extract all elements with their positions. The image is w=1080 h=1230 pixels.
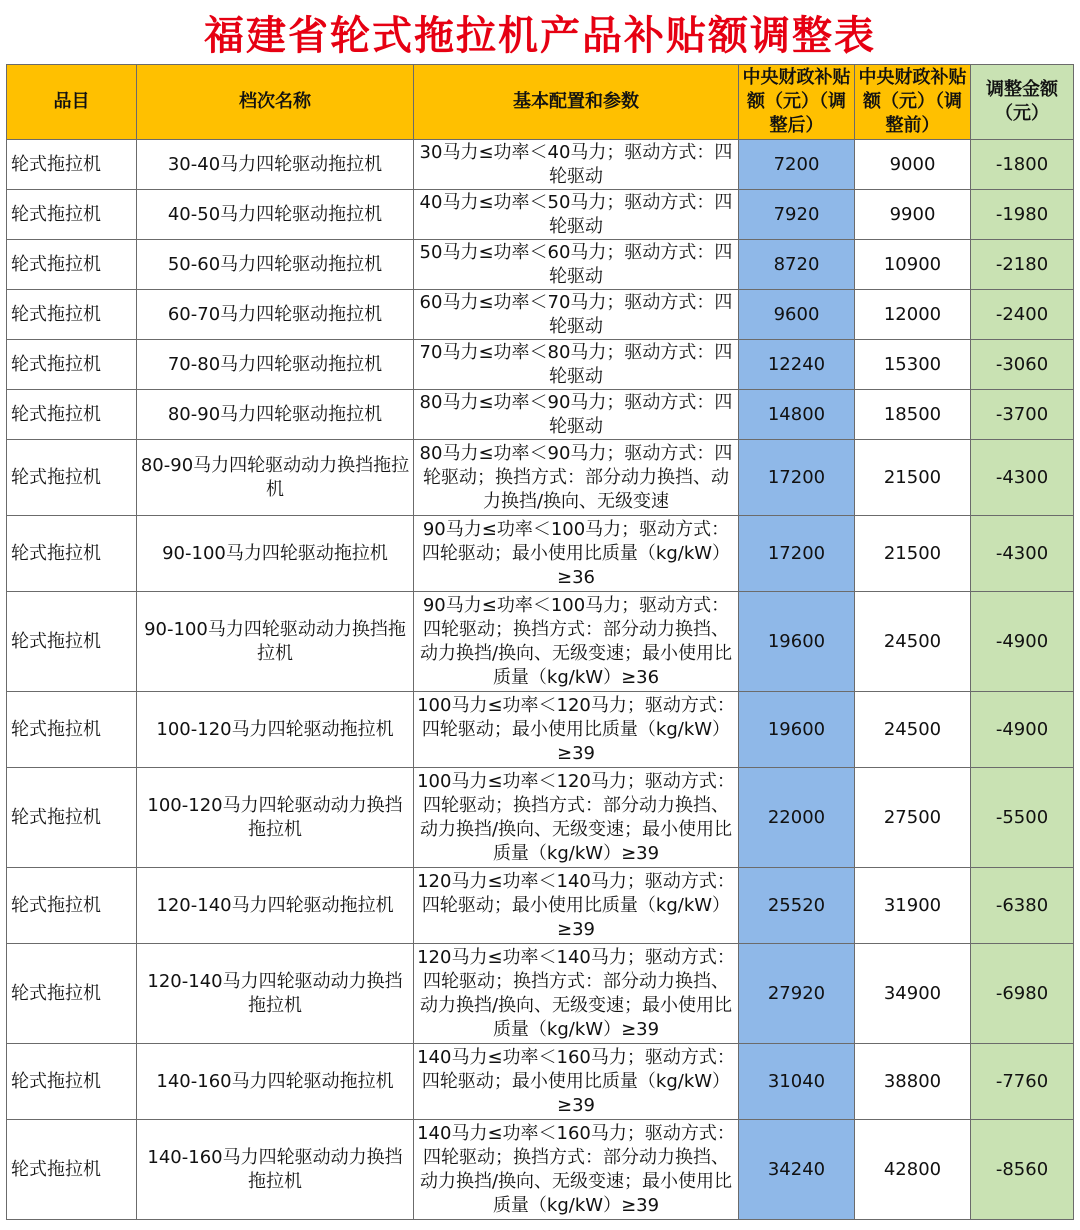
table-row bbox=[7, 340, 1074, 390]
cell-adjust: -4300 bbox=[971, 516, 1074, 592]
page-title: 福建省轮式拖拉机产品补贴额调整表 bbox=[204, 12, 876, 59]
cell-grade-name: 140-160马力四轮驱动动力换挡拖拉机 bbox=[137, 1120, 414, 1220]
cell-before: 24500 bbox=[855, 592, 971, 692]
table-header-row bbox=[7, 65, 1074, 140]
cell-category: 轮式拖拉机 bbox=[7, 1120, 137, 1220]
table-row bbox=[7, 390, 1074, 440]
cell-after: 17200 bbox=[739, 516, 855, 592]
cell-category: 轮式拖拉机 bbox=[7, 240, 137, 290]
cell-before: 24500 bbox=[855, 692, 971, 768]
cell-after: 22000 bbox=[739, 768, 855, 868]
cell-adjust: -2180 bbox=[971, 240, 1074, 290]
cell-after: 25520 bbox=[739, 868, 855, 944]
cell-before: 34900 bbox=[855, 944, 971, 1044]
table-row bbox=[7, 240, 1074, 290]
cell-category: 轮式拖拉机 bbox=[7, 1044, 137, 1120]
cell-after: 27920 bbox=[739, 944, 855, 1044]
cell-adjust: -4900 bbox=[971, 592, 1074, 692]
cell-category: 轮式拖拉机 bbox=[7, 340, 137, 390]
cell-adjust: -4900 bbox=[971, 692, 1074, 768]
header-adjust: 调整金额（元） bbox=[971, 65, 1074, 140]
cell-category: 轮式拖拉机 bbox=[7, 592, 137, 692]
header-before: 中央财政补贴额（元）（调整前） bbox=[855, 65, 971, 140]
cell-grade-name: 80-90马力四轮驱动动力换挡拖拉机 bbox=[137, 440, 414, 516]
cell-grade-name: 90-100马力四轮驱动动力换挡拖拉机 bbox=[137, 592, 414, 692]
cell-grade-name: 70-80马力四轮驱动拖拉机 bbox=[137, 340, 414, 390]
cell-config: 90马力≤功率＜100马力；驱动方式：四轮驱动；最小使用比质量（kg/kW）≥36 bbox=[414, 516, 739, 592]
table-row bbox=[7, 290, 1074, 340]
cell-before: 21500 bbox=[855, 516, 971, 592]
cell-after: 31040 bbox=[739, 1044, 855, 1120]
cell-before: 38800 bbox=[855, 1044, 971, 1120]
cell-after: 7920 bbox=[739, 190, 855, 240]
cell-config: 100马力≤功率＜120马力；驱动方式：四轮驱动；最小使用比质量（kg/kW）≥39 bbox=[414, 692, 739, 768]
cell-adjust: -7760 bbox=[971, 1044, 1074, 1120]
cell-config: 30马力≤功率＜40马力；驱动方式：四轮驱动 bbox=[414, 140, 739, 190]
cell-before: 9000 bbox=[855, 140, 971, 190]
cell-config: 140马力≤功率＜160马力；驱动方式：四轮驱动；换挡方式：部分动力换挡、动力换挡/换向、无级变速；最小使用比质量（kg/kW）≥39 bbox=[414, 1120, 739, 1220]
cell-after: 17200 bbox=[739, 440, 855, 516]
table-row bbox=[7, 868, 1074, 944]
cell-config: 60马力≤功率＜70马力；驱动方式：四轮驱动 bbox=[414, 290, 739, 340]
table-row bbox=[7, 692, 1074, 768]
cell-grade-name: 60-70马力四轮驱动拖拉机 bbox=[137, 290, 414, 340]
cell-before: 27500 bbox=[855, 768, 971, 868]
header-config: 基本配置和参数 bbox=[414, 65, 739, 140]
cell-before: 21500 bbox=[855, 440, 971, 516]
cell-adjust: -1980 bbox=[971, 190, 1074, 240]
cell-config: 80马力≤功率＜90马力；驱动方式：四轮驱动 bbox=[414, 390, 739, 440]
header-grade-name: 档次名称 bbox=[137, 65, 414, 140]
cell-grade-name: 120-140马力四轮驱动动力换挡拖拉机 bbox=[137, 944, 414, 1044]
cell-before: 15300 bbox=[855, 340, 971, 390]
cell-config: 140马力≤功率＜160马力；驱动方式：四轮驱动；最小使用比质量（kg/kW）≥39 bbox=[414, 1044, 739, 1120]
cell-category: 轮式拖拉机 bbox=[7, 390, 137, 440]
cell-category: 轮式拖拉机 bbox=[7, 516, 137, 592]
cell-config: 70马力≤功率＜80马力；驱动方式：四轮驱动 bbox=[414, 340, 739, 390]
cell-before: 42800 bbox=[855, 1120, 971, 1220]
cell-adjust: -8560 bbox=[971, 1120, 1074, 1220]
cell-before: 18500 bbox=[855, 390, 971, 440]
cell-after: 12240 bbox=[739, 340, 855, 390]
cell-after: 14800 bbox=[739, 390, 855, 440]
table-row bbox=[7, 1120, 1074, 1220]
cell-category: 轮式拖拉机 bbox=[7, 768, 137, 868]
cell-after: 34240 bbox=[739, 1120, 855, 1220]
cell-grade-name: 90-100马力四轮驱动拖拉机 bbox=[137, 516, 414, 592]
table-row bbox=[7, 592, 1074, 692]
cell-after: 19600 bbox=[739, 592, 855, 692]
cell-config: 120马力≤功率＜140马力；驱动方式：四轮驱动；换挡方式：部分动力换挡、动力换挡/换向、无级变速；最小使用比质量（kg/kW）≥39 bbox=[414, 944, 739, 1044]
cell-grade-name: 100-120马力四轮驱动动力换挡拖拉机 bbox=[137, 768, 414, 868]
table-row bbox=[7, 440, 1074, 516]
cell-category: 轮式拖拉机 bbox=[7, 190, 137, 240]
cell-config: 90马力≤功率＜100马力；驱动方式：四轮驱动；换挡方式：部分动力换挡、动力换挡/换向、无级变速；最小使用比质量（kg/kW）≥36 bbox=[414, 592, 739, 692]
cell-after: 9600 bbox=[739, 290, 855, 340]
table-row bbox=[7, 1044, 1074, 1120]
subsidy-table bbox=[6, 64, 1074, 1220]
cell-adjust: -3700 bbox=[971, 390, 1074, 440]
cell-category: 轮式拖拉机 bbox=[7, 290, 137, 340]
cell-adjust: -6980 bbox=[971, 944, 1074, 1044]
cell-config: 80马力≤功率＜90马力；驱动方式：四轮驱动；换挡方式：部分动力换挡、动力换挡/换向、无级变速 bbox=[414, 440, 739, 516]
cell-adjust: -5500 bbox=[971, 768, 1074, 868]
cell-before: 12000 bbox=[855, 290, 971, 340]
cell-adjust: -3060 bbox=[971, 340, 1074, 390]
table-row bbox=[7, 140, 1074, 190]
cell-grade-name: 30-40马力四轮驱动拖拉机 bbox=[137, 140, 414, 190]
cell-after: 7200 bbox=[739, 140, 855, 190]
cell-grade-name: 120-140马力四轮驱动拖拉机 bbox=[137, 868, 414, 944]
cell-adjust: -6380 bbox=[971, 868, 1074, 944]
table-row bbox=[7, 768, 1074, 868]
cell-category: 轮式拖拉机 bbox=[7, 440, 137, 516]
cell-grade-name: 40-50马力四轮驱动拖拉机 bbox=[137, 190, 414, 240]
cell-adjust: -1800 bbox=[971, 140, 1074, 190]
cell-before: 10900 bbox=[855, 240, 971, 290]
cell-config: 100马力≤功率＜120马力；驱动方式：四轮驱动；换挡方式：部分动力换挡、动力换挡/换向、无级变速；最小使用比质量（kg/kW）≥39 bbox=[414, 768, 739, 868]
cell-after: 19600 bbox=[739, 692, 855, 768]
cell-config: 120马力≤功率＜140马力；驱动方式：四轮驱动；最小使用比质量（kg/kW）≥39 bbox=[414, 868, 739, 944]
cell-category: 轮式拖拉机 bbox=[7, 868, 137, 944]
cell-adjust: -2400 bbox=[971, 290, 1074, 340]
header-category: 品目 bbox=[7, 65, 137, 140]
cell-adjust: -4300 bbox=[971, 440, 1074, 516]
table-row bbox=[7, 190, 1074, 240]
cell-before: 31900 bbox=[855, 868, 971, 944]
cell-grade-name: 50-60马力四轮驱动拖拉机 bbox=[137, 240, 414, 290]
cell-grade-name: 100-120马力四轮驱动拖拉机 bbox=[137, 692, 414, 768]
cell-category: 轮式拖拉机 bbox=[7, 944, 137, 1044]
cell-after: 8720 bbox=[739, 240, 855, 290]
cell-grade-name: 80-90马力四轮驱动拖拉机 bbox=[137, 390, 414, 440]
cell-category: 轮式拖拉机 bbox=[7, 140, 137, 190]
table-row bbox=[7, 944, 1074, 1044]
table-row bbox=[7, 516, 1074, 592]
cell-grade-name: 140-160马力四轮驱动拖拉机 bbox=[137, 1044, 414, 1120]
header-after: 中央财政补贴额（元）（调整后） bbox=[739, 65, 855, 140]
cell-category: 轮式拖拉机 bbox=[7, 692, 137, 768]
cell-config: 40马力≤功率＜50马力；驱动方式：四轮驱动 bbox=[414, 190, 739, 240]
cell-before: 9900 bbox=[855, 190, 971, 240]
cell-config: 50马力≤功率＜60马力；驱动方式：四轮驱动 bbox=[414, 240, 739, 290]
